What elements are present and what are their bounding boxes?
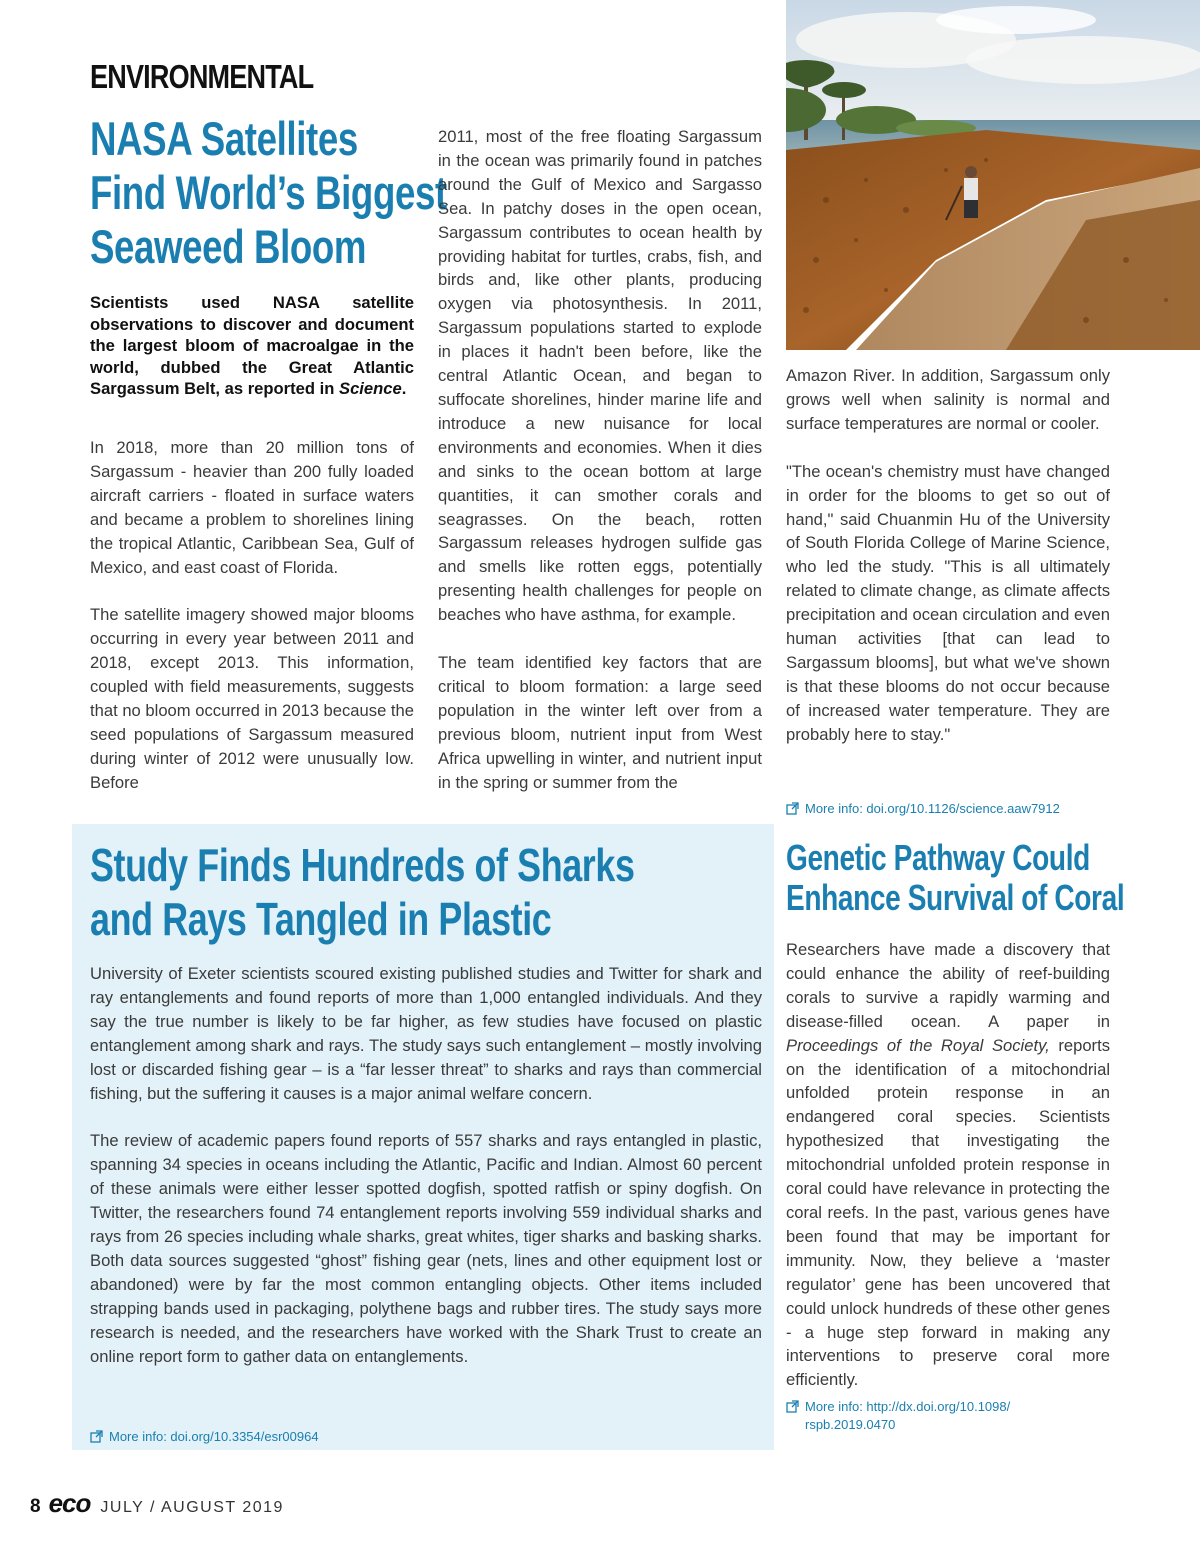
issue-date: JULY / AUGUST 2019	[100, 1499, 284, 1516]
paragraph: The satellite imagery showed major blooms occurring in every year between 2011 and 2018, except 2013. This information, coupled with field measurements, suggests that no bloom occurred in 2013 because the seed populations of Sargassum measured during winter of 2012 were unusually low. Before	[90, 605, 414, 792]
paragraph: The team identified key factors that are critical to bloom formation: a large seed population in the winter left over from a previous bloom, nutrient input from West Africa upwelling in winter, and nutrient input in the spring or summer from the	[438, 653, 762, 792]
article1-headline	[90, 112, 447, 274]
paragraph: Amazon River. In addition, Sargassum only grows well when salinity is normal and surface temperatures are normal or cooler.	[786, 366, 1110, 433]
article2-headline	[90, 838, 635, 946]
external-link-icon	[90, 1430, 103, 1443]
article1-column-1	[90, 436, 414, 795]
paragraph: 2011, most of the free floating Sargassum in the ocean was primarily found in patches around the Gulf of Mexico and Sargasso Sea. In patchy doses in the open ocean, Sargassum contributes to ocean health by providing habitat for turtles, crabs, fish, and birds and, like other plants, producing oxygen via photosynthesis. In 2011, Sargassum populations started to explode in places it hadn't been before, like the central Atlantic Ocean, and began to suffocate shorelines, hinder marine life and introduce a new nuisance for local environments and economies. When it dies and sinks to the ocean bottom at large quantities, it can smother corals and seagrasses. On the beach, rotten Sargassum releases hydrogen sulfide gas and smells like rotten eggs, potentially presenting health challenges for people on beaches who have asthma, for example.	[438, 127, 762, 625]
article2-headline-line: and Rays Tangled in Plastic	[90, 893, 552, 945]
article3-headline	[786, 838, 1124, 918]
article1-column-3	[786, 364, 1110, 747]
article1-deck: Scientists used NASA satellite observations to discover and document the largest bloom of macroalgae in the world, dubbed the Great Atlantic Sargassum Belt, as reported in Science.	[90, 293, 414, 398]
article2-body	[90, 962, 762, 1369]
article3-more-info-link[interactable]	[786, 1398, 1010, 1434]
text-after: reports on the identification of a mitochondrial unfolded protein response in an endangered coral species. Scientists hypothesized that investigating the mitochondrial unfolded protein response in coral could have relevance in protecting the coral reefs. In the past, various genes have been found that may be important for immunity. Now, they believe a ‘master regulator’ gene has been uncovered that could unlock hundreds of these other genes - a huge step forward in making any interventions to preserve coral more efficiently.	[786, 1035, 1110, 1390]
article1-headline-line: NASA Satellites	[90, 112, 358, 165]
article1-headline-line: Seaweed Bloom	[90, 220, 367, 273]
external-link-icon	[786, 1400, 799, 1413]
deck-source: Science	[339, 379, 402, 398]
page-footer	[30, 1488, 284, 1519]
deck-text: Scientists used NASA satellite observations to discover and document the largest bloom of macroalgae in the world, dubbed the Great Atlantic Sargassum Belt, as reported in	[90, 293, 414, 398]
journal-name: Proceedings of the Royal Society,	[786, 1035, 1050, 1055]
more-info-text: More info: doi.org/10.3354/esr00964	[109, 1429, 319, 1444]
article2-headline-line: Study Finds Hundreds of Sharks	[90, 839, 635, 891]
section-label: ENVIRONMENTAL	[90, 58, 314, 95]
article1-headline-line: Find World’s Biggest	[90, 166, 447, 219]
magazine-logo: eco	[48, 1488, 91, 1518]
paragraph: "The ocean's chemistry must have changed in order for the blooms to get so out of hand," said Chuanmin Hu of the University of South Florida College of Marine Science, who led the study. "This is all ultimately related to climate change, as climate affects precipitation and ocean circulation and even human activities [that can lead to Sargassum blooms], but what we've shown is that these blooms do not occur because of increased water temperature. They are probably here to stay."	[786, 461, 1110, 744]
more-info-text: rspb.2019.0470	[805, 1417, 896, 1432]
article3-headline-line: Enhance Survival of Coral	[786, 877, 1125, 918]
paragraph	[786, 938, 1110, 1392]
article3-body	[786, 938, 1110, 1392]
paragraph: University of Exeter scientists scoured existing published studies and Twitter for shark and ray entanglements and found reports of more than 1,000 entangled individuals. And they say the true number is likely to be far higher, as few studies have focused on plastic entanglement among shark and rays. The study says such entanglement – mostly involving lost or discarded fishing gear – is a “far lesser threat” to sharks and rays than commercial fishing, but the suffering it causes is a major animal welfare concern.	[90, 964, 762, 1103]
more-info-text: More info: doi.org/10.1126/science.aaw7912	[805, 801, 1060, 816]
article3-headline-line: Genetic Pathway Could	[786, 837, 1090, 878]
article2-more-info-link[interactable]	[90, 1428, 319, 1446]
article1-more-info-link[interactable]	[786, 800, 1060, 818]
more-info-text: More info: http://dx.doi.org/10.1098/	[805, 1399, 1011, 1414]
text-before: Researchers have made a discovery that could enhance the ability of reef-building corals to survive a rapidly warming and disease-filled ocean. A paper in	[786, 940, 1110, 1031]
page-number: 8	[30, 1496, 41, 1517]
external-link-icon	[786, 802, 799, 815]
paragraph: In 2018, more than 20 million tons of Sargassum - heavier than 200 fully loaded aircraft carriers - floated in surface waters and became a problem to shorelines lining the tropical Atlantic, Caribbean Sea, Gulf of Mexico, and east coast of Florida.	[90, 438, 414, 577]
sargassum-beach-photo	[786, 0, 1200, 350]
paragraph: The review of academic papers found reports of 557 sharks and rays entangled in plastic, spanning 34 species in oceans including the Atlantic, Pacific and Indian. Almost 60 percent of these animals were either lesser spotted dogfish, spotted ratfish or spiny dogfish. On Twitter, the researchers found 74 entanglement reports involving 559 individual sharks and rays from 26 species including whale sharks, great whites, tiger sharks and basking sharks. Both data sources suggested “ghost” fishing gear (nets, lines and other equipment lost or abandoned) were by far the most common entangling objects. Other items included strapping bands used in packaging, polythene bags and rubber tires. The study says more research is needed, and the researchers have worked with the Shark Trust to create an online report form to gather data on entanglements.	[90, 1131, 762, 1366]
article1-column-2	[438, 125, 762, 794]
